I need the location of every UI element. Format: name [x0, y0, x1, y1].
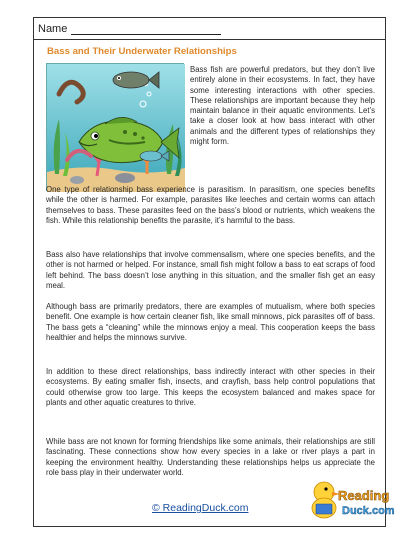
paragraph-parasitism: One type of relationship bass experience is parasitism. In parasitism, one species benefits while the other is harmed. For example, parasites like leeches and certain worms can attach themselves to bass. These parasites feed on the bass’s blood or nutrients, which weakens the fish. While this relationship benefits the parasite, it’s harmful to the bass. — [46, 185, 375, 225]
header-divider — [33, 39, 386, 40]
paragraph-conclusion: While bass are not known for forming friendships like some animals, their relationships are still fascinating. These connections show how every species in a lake or river plays a part in keeping the environment healthy. Understanding these relationships helps us appreciate the role bass play in their underwater world. — [46, 437, 375, 477]
logo-text-duck: Duck.com — [342, 505, 395, 517]
paragraph-indirect: In addition to these direct relationships, bass indirectly interact with other species in their ecosystems. By eating smaller fish, insects, and crayfish, bass help control populations that could otherwise grow too large. This keeps the ecosystem balanced and makes space for plants and other aquatic creatures to thrive. — [46, 367, 375, 407]
readingduck-link[interactable]: © ReadingDuck.com — [152, 502, 249, 514]
paragraph-commensalism: Bass also have relationships that involve commensalism, where one species benefits, and the other is not harmed or helped. For instance, small fish might follow a bass to eat scraps of food left behind. The bass doesn’t lose anything in this situation, and the smaller fish get an easy meal. — [46, 250, 375, 290]
reading-duck-logo-icon — [308, 470, 395, 522]
name-blank-line[interactable] — [71, 25, 221, 35]
paragraph-intro: Bass fish are powerful predators, but they don’t live entirely alone in their ecosystems. In fact, they have some interesting interactions with other species. These relationships are important because they help maintain balance in their aquatic environments. Let’s take a closer look at how bass interact with other animals and the different types of relationships they might form. — [190, 65, 375, 147]
paragraph-mutualism: Although bass are primarily predators, there are examples of mutualism, where both species benefit. One example is how certain cleaner fish, like small minnows, pick parasites off of bass. The bass gets a “cleaning” while the minnows enjoy a meal. This cooperation keeps the bass healthier and helps the minnows survive. — [46, 302, 375, 342]
name-field[interactable] — [38, 23, 221, 35]
name-label: Name — [38, 23, 68, 35]
article-title: Bass and Their Underwater Relationships — [47, 46, 237, 57]
bass-illustration — [46, 63, 184, 191]
bass-underwater-illustration-icon — [47, 64, 185, 192]
logo-text-reading: Reading — [338, 488, 390, 503]
